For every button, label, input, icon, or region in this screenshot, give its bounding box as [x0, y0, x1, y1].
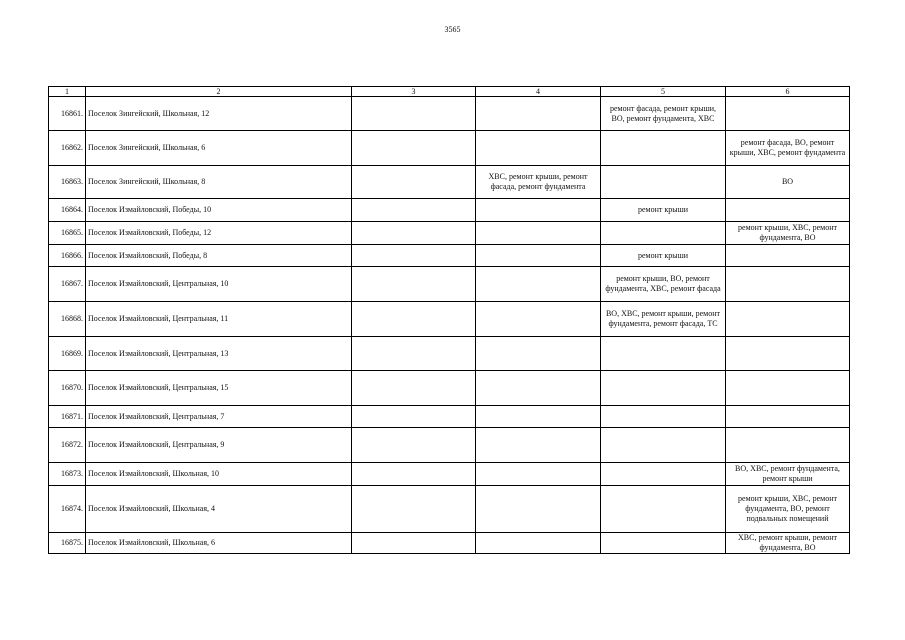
- row-col-4: [476, 337, 601, 371]
- row-col-5: ремонт крыши: [601, 199, 726, 222]
- row-address: Поселок Измайловский, Центральная, 7: [86, 406, 352, 428]
- row-number: 16872.: [49, 428, 86, 463]
- row-col-4: [476, 267, 601, 302]
- row-col-4: ХВС, ремонт крыши, ремонт фасада, ремонт фундамента: [476, 166, 601, 199]
- table-row: [49, 267, 850, 302]
- row-col-5: [601, 166, 726, 199]
- row-address: Поселок Зингейский, Школьная, 12: [86, 97, 352, 131]
- row-address: Поселок Измайловский, Школьная, 4: [86, 486, 352, 533]
- row-address: Поселок Измайловский, Центральная, 13: [86, 337, 352, 371]
- row-col-4: [476, 302, 601, 337]
- row-col-5: ремонт крыши: [601, 245, 726, 267]
- row-col-6: [726, 245, 850, 267]
- row-col-6: ВО: [726, 166, 850, 199]
- table-header-row: [49, 87, 850, 97]
- table-row: [49, 245, 850, 267]
- row-col-3: [352, 337, 476, 371]
- row-address: Поселок Измайловский, Центральная, 11: [86, 302, 352, 337]
- row-col-4: [476, 131, 601, 166]
- column-header-2: 2: [86, 87, 352, 97]
- row-col-6: [726, 428, 850, 463]
- table-row: [49, 371, 850, 406]
- row-address: Поселок Измайловский, Школьная, 6: [86, 533, 352, 554]
- row-number: 16861.: [49, 97, 86, 131]
- row-col-5: [601, 463, 726, 486]
- row-number: 16873.: [49, 463, 86, 486]
- row-col-6: ремонт крыши, ХВС, ремонт фундамента, ВО: [726, 222, 850, 245]
- row-address: Поселок Измайловский, Победы, 10: [86, 199, 352, 222]
- row-address: Поселок Измайловский, Центральная, 10: [86, 267, 352, 302]
- table-row: [49, 428, 850, 463]
- row-col-5: [601, 533, 726, 554]
- row-address: Поселок Измайловский, Центральная, 9: [86, 428, 352, 463]
- table-row: [49, 463, 850, 486]
- row-col-3: [352, 199, 476, 222]
- row-col-4: [476, 371, 601, 406]
- table-row: [49, 337, 850, 371]
- row-col-4: [476, 199, 601, 222]
- row-address: Поселок Измайловский, Центральная, 15: [86, 371, 352, 406]
- table-row: [49, 533, 850, 554]
- row-number: 16866.: [49, 245, 86, 267]
- row-col-6: [726, 371, 850, 406]
- row-col-6: ВО, ХВС, ремонт фундамента, ремонт крыши: [726, 463, 850, 486]
- column-header-3: 3: [352, 87, 476, 97]
- row-col-6: [726, 406, 850, 428]
- row-col-4: [476, 533, 601, 554]
- column-header-5: 5: [601, 87, 726, 97]
- column-header-4: 4: [476, 87, 601, 97]
- row-number: 16862.: [49, 131, 86, 166]
- row-col-4: [476, 97, 601, 131]
- row-col-6: ХВС, ремонт крыши, ремонт фундамента, ВО: [726, 533, 850, 554]
- row-col-5: [601, 222, 726, 245]
- row-col-6: [726, 199, 850, 222]
- row-col-5: [601, 131, 726, 166]
- table-row: [49, 199, 850, 222]
- row-col-6: ремонт фасада, ВО, ремонт крыши, ХВС, ремонт фундамента: [726, 131, 850, 166]
- table-row: [49, 486, 850, 533]
- row-col-5: [601, 337, 726, 371]
- row-col-3: [352, 131, 476, 166]
- row-col-3: [352, 428, 476, 463]
- row-col-5: ремонт крыши, ВО, ремонт фундамента, ХВС, ремонт фасада: [601, 267, 726, 302]
- row-address: Поселок Зингейский, Школьная, 6: [86, 131, 352, 166]
- row-number: 16874.: [49, 486, 86, 533]
- table-row: [49, 131, 850, 166]
- row-number: 16863.: [49, 166, 86, 199]
- row-col-5: [601, 428, 726, 463]
- row-col-6: [726, 97, 850, 131]
- row-col-3: [352, 406, 476, 428]
- repair-register-table: [48, 86, 850, 554]
- table-row: [49, 406, 850, 428]
- row-number: 16870.: [49, 371, 86, 406]
- row-col-3: [352, 533, 476, 554]
- row-number: 16875.: [49, 533, 86, 554]
- row-address: Поселок Измайловский, Школьная, 10: [86, 463, 352, 486]
- row-col-4: [476, 463, 601, 486]
- row-col-3: [352, 463, 476, 486]
- row-col-3: [352, 245, 476, 267]
- row-col-3: [352, 97, 476, 131]
- row-address: Поселок Зингейский, Школьная, 8: [86, 166, 352, 199]
- row-number: 16871.: [49, 406, 86, 428]
- column-header-6: 6: [726, 87, 850, 97]
- row-col-4: [476, 245, 601, 267]
- row-col-5: [601, 406, 726, 428]
- row-col-4: [476, 486, 601, 533]
- row-col-3: [352, 486, 476, 533]
- row-col-6: [726, 302, 850, 337]
- row-col-4: [476, 222, 601, 245]
- row-col-3: [352, 222, 476, 245]
- table-row: [49, 222, 850, 245]
- row-number: 16864.: [49, 199, 86, 222]
- row-col-4: [476, 406, 601, 428]
- row-col-5: ремонт фасада, ремонт крыши, ВО, ремонт фундамента, ХВС: [601, 97, 726, 131]
- table-row: [49, 97, 850, 131]
- row-col-6: ремонт крыши, ХВС, ремонт фундамента, ВО, ремонт подвальных помещений: [726, 486, 850, 533]
- row-address: Поселок Измайловский, Победы, 12: [86, 222, 352, 245]
- table-row: [49, 166, 850, 199]
- row-number: 16867.: [49, 267, 86, 302]
- row-col-5: [601, 371, 726, 406]
- page-number: 3565: [444, 25, 461, 34]
- row-col-3: [352, 267, 476, 302]
- column-header-1: 1: [49, 87, 86, 97]
- row-col-3: [352, 166, 476, 199]
- row-col-4: [476, 428, 601, 463]
- table-row: [49, 302, 850, 337]
- row-col-3: [352, 371, 476, 406]
- row-col-6: [726, 337, 850, 371]
- row-number: 16865.: [49, 222, 86, 245]
- row-col-3: [352, 302, 476, 337]
- row-col-5: ВО, ХВС, ремонт крыши, ремонт фундамента, ремонт фасада, ТС: [601, 302, 726, 337]
- row-number: 16868.: [49, 302, 86, 337]
- row-col-5: [601, 486, 726, 533]
- row-number: 16869.: [49, 337, 86, 371]
- row-col-6: [726, 267, 850, 302]
- row-address: Поселок Измайловский, Победы, 8: [86, 245, 352, 267]
